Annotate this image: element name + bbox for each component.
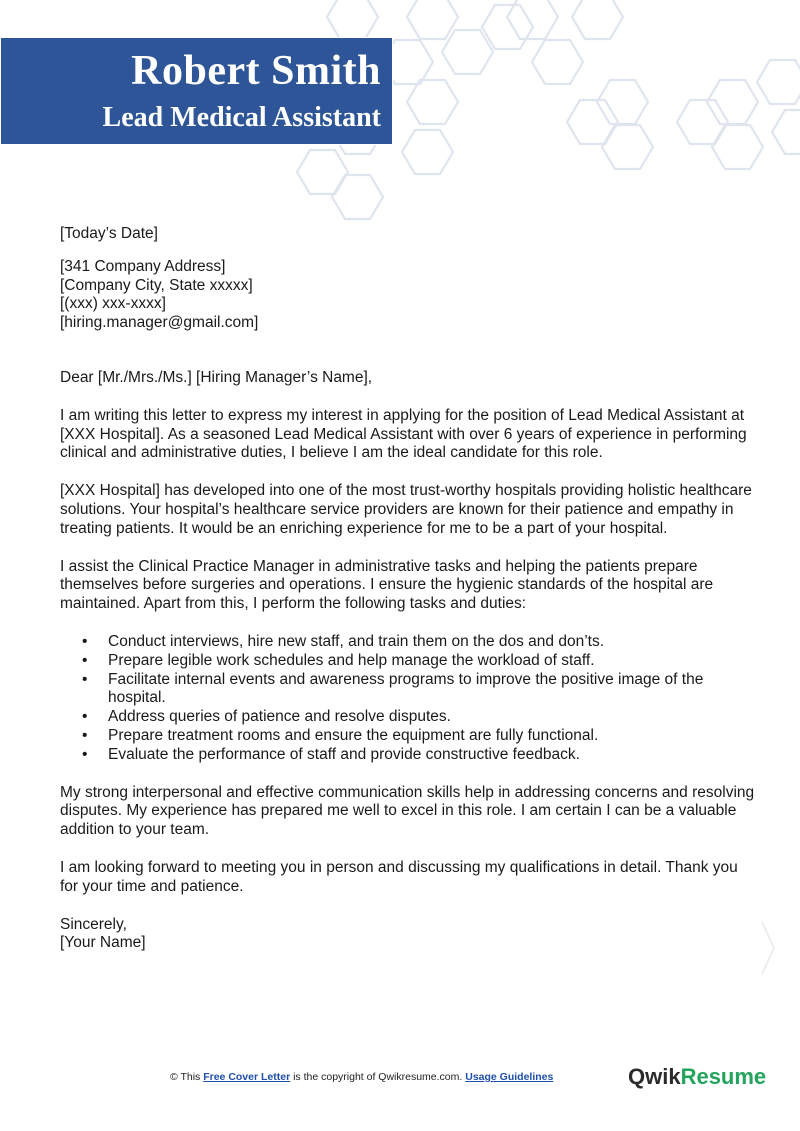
address-line: [hiring.manager@gmail.com]: [60, 314, 259, 332]
closing-paragraph: My strong interpersonal and effective communication skills help in addressing concerns and resolving disputes. My experience has prepared me well to excel in this role. I am certain I can be a valuable addition to your team.: [60, 783, 755, 839]
qwikresume-logo[interactable]: [628, 1064, 766, 1090]
usage-guidelines-link[interactable]: Usage Guidelines: [465, 1071, 554, 1083]
signature-name: [Your Name]: [60, 934, 146, 952]
salutation: Dear [Mr./Mrs./Ms.] [Hiring Manager’s Name],: [60, 368, 373, 386]
signoff: Sincerely,: [60, 915, 127, 933]
body-paragraph: I am writing this letter to express my interest in applying for the position of Lead Medical Assistant at [XXX Hospital]. As a seasoned Lead Medical Assistant with over 6 years of experience in performing clinical and administrative duties, I believe I am the ideal candidate for this role.: [60, 406, 747, 462]
address-line: [Company City, State xxxxx]: [60, 276, 253, 294]
duty-item: • Facilitate internal events and awareness programs to improve the positive image of the hospital.: [108, 671, 760, 709]
duties-list: [60, 633, 760, 765]
closing-paragraph: I am looking forward to meeting you in person and discussing my qualifications in detail. Thank you for your time and patience.: [60, 858, 738, 895]
body-paragraph: I assist the Clinical Practice Manager in administrative tasks and helping the patients prepare themselves before surgeries and operations. I ensure the hygienic standards of the hospital are maintained. Apart from this, I perform the following tasks and duties:: [60, 557, 714, 613]
applicant-name: Robert Smith: [131, 48, 381, 94]
applicant-job-title: Lead Medical Assistant: [102, 102, 381, 133]
address-line: [(xxx) xxx-xxxx]: [60, 295, 166, 313]
body-paragraph: [XXX Hospital] has developed into one of the most trust-worthy hospitals providing holistic healthcare solutions. Your hospital’s healthcare service providers are known for their patience and empathy in treating patients. It would be an enriching experience for me to be a part of your hospital.: [60, 482, 752, 537]
duty-item: • Prepare treatment rooms and ensure the equipment are fully functional.: [108, 727, 760, 746]
address-line: [341 Company Address]: [60, 257, 226, 275]
logo-part-resume: Resume: [680, 1064, 767, 1089]
chevron-right-icon: [758, 918, 778, 978]
duty-item: • Evaluate the performance of staff and provide constructive feedback.: [108, 746, 760, 765]
duty-item: • Address queries of patience and resolve disputes.: [108, 708, 760, 727]
duty-item: • Prepare legible work schedules and help manage the workload of staff.: [108, 652, 760, 671]
footer-middle: is the copyright of Qwikresume.com.: [290, 1071, 466, 1083]
copyright-footer: [170, 1071, 553, 1083]
duty-item: • Conduct interviews, hire new staff, and train them on the dos and don’ts.: [108, 633, 760, 652]
recipient-address: [60, 258, 760, 333]
letter-body: [60, 225, 760, 953]
free-cover-letter-link[interactable]: Free Cover Letter: [203, 1071, 291, 1083]
logo-part-qwik: Qwik: [628, 1064, 681, 1089]
letter-date: [Today’s Date]: [60, 225, 158, 242]
footer-prefix: © This: [170, 1071, 204, 1083]
header-band: [0, 37, 393, 145]
